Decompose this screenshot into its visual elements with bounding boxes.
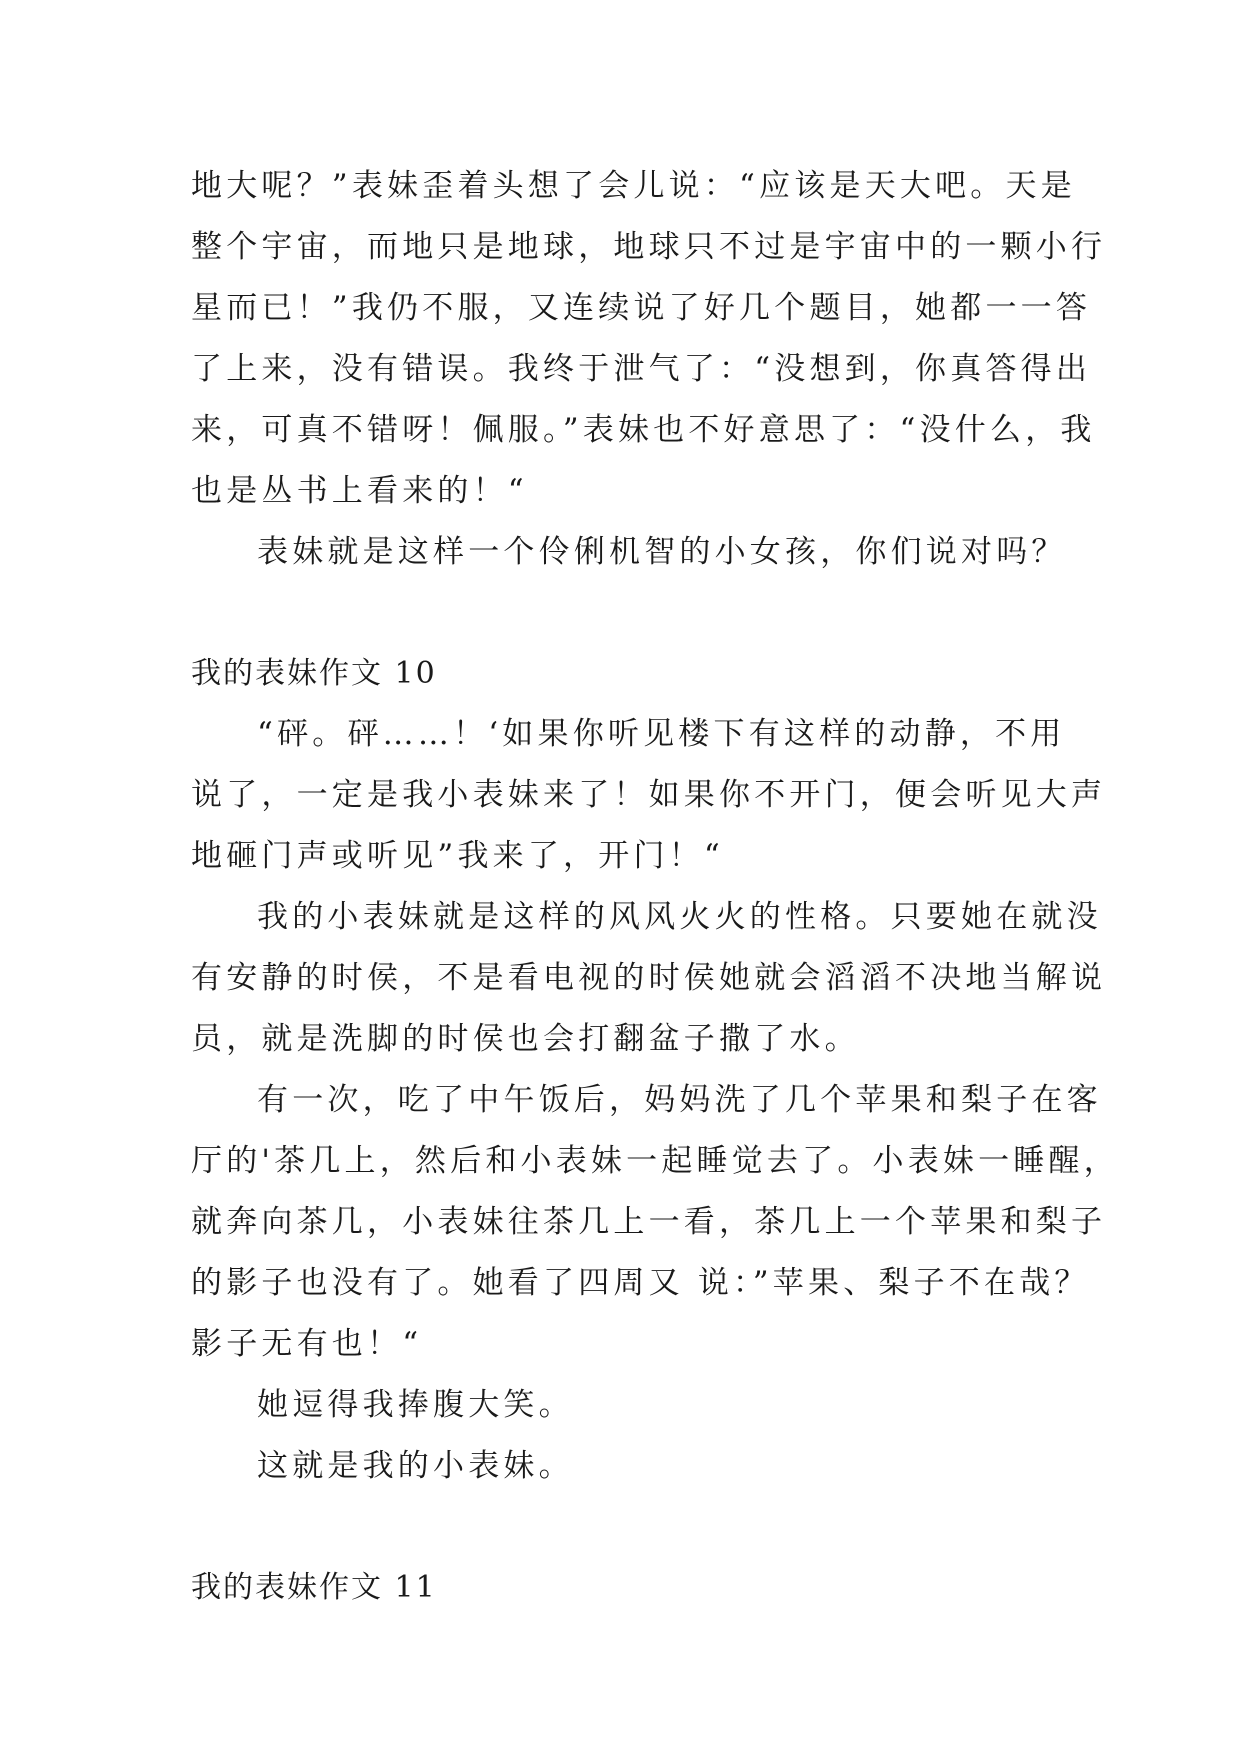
text-line: 员，就是洗脚的时侯也会打翻盆子撒了水。 xyxy=(191,1021,860,1057)
text-line: 就奔向茶几，小表妹往茶几上一看，茶几上一个苹果和梨子 xyxy=(191,1204,1107,1240)
paragraph-continued xyxy=(191,156,1107,522)
text-line: 星而已！”我仍不服，又连续说了好几个题目，她都一一答 xyxy=(191,290,1092,326)
text-line: 影子无有也！“ xyxy=(191,1326,423,1362)
paragraph-2 xyxy=(191,887,1107,1070)
text-line: 来，可真不错呀！佩服。”表妹也不好意思了：“没什么，我 xyxy=(191,412,1096,448)
text-line: 地砸门声或听见”我来了，开门！“ xyxy=(191,838,724,874)
paragraph-5: 这就是我的小表妹。 xyxy=(257,1448,574,1484)
text-line: 整个宇宙，而地只是地球，地球只不过是宇宙中的一颗小行 xyxy=(191,229,1107,265)
paragraph-3 xyxy=(191,1070,1119,1375)
paragraph-1 xyxy=(191,704,1107,887)
text-line: 厅的'茶几上，然后和小表妹一起睡觉去了。小表妹一睡醒， xyxy=(191,1143,1119,1179)
section-gap xyxy=(191,1497,1076,1557)
text-line: 的影子也没有了。她看了四周又 说：”苹果、梨子不在哉？ xyxy=(191,1265,1090,1301)
paragraph-4: 她逗得我捧腹大笑。 xyxy=(257,1387,574,1423)
text-line: 我的小表妹就是这样的风风火火的性格。只要她在就没 xyxy=(257,899,1102,935)
text-line: 说了，一定是我小表妹来了！如果你不开门，便会听见大声 xyxy=(191,777,1107,813)
section-gap xyxy=(191,583,1076,643)
closing-paragraph: 表妹就是这样一个伶俐机智的小女孩，你们说对吗？ xyxy=(257,534,1067,570)
text-line: 了上来，没有错误。我终于泄气了：“没想到，你真答得出 xyxy=(191,351,1092,387)
text-line: 也是丛书上看来的！“ xyxy=(191,473,528,509)
essay-heading-11: 我的表妹作文 11 xyxy=(191,1570,437,1605)
text-line: 有一次，吃了中午饭后，妈妈洗了几个苹果和梨子在客 xyxy=(257,1082,1102,1118)
essay-heading-10: 我的表妹作文 10 xyxy=(191,656,437,691)
document-page xyxy=(191,156,1119,1618)
text-line: 地大呢？”表妹歪着头想了会儿说：“应该是天大吧。天是 xyxy=(191,168,1076,204)
text-line: 有安静的时侯，不是看电视的时侯她就会滔滔不决地当解说 xyxy=(191,960,1107,996)
text-line: “砰。砰……！‘如果你听见楼下有这样的动静，不用 xyxy=(257,716,1066,752)
